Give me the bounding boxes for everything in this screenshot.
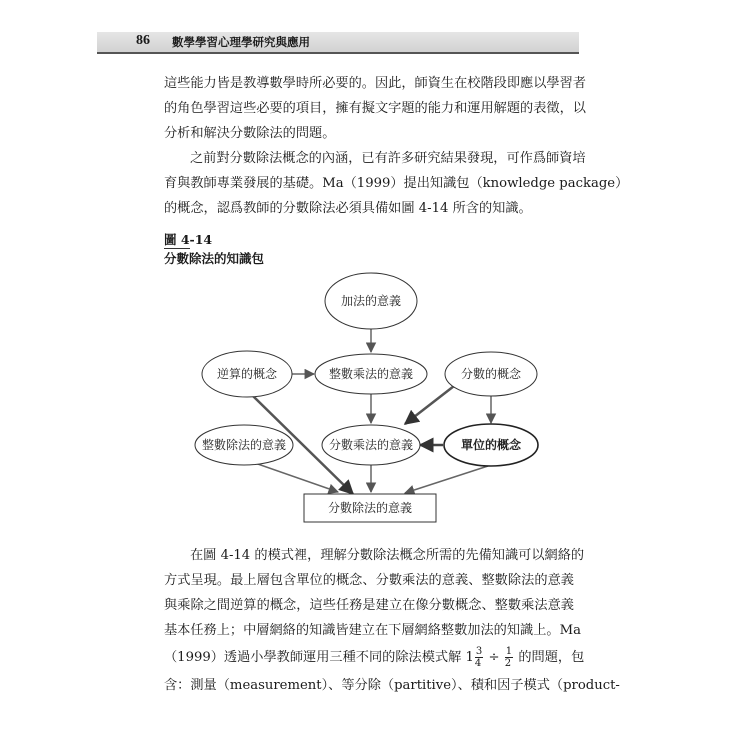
- node-label: 整數除法的意義: [201, 438, 287, 452]
- fraction-denominator: 4: [474, 658, 482, 669]
- text-line: 之前對分數除法概念的內涵，已有許多研究結果發現，可作爲師資培: [190, 151, 586, 166]
- running-title: 數學學習心理學研究與應用: [172, 35, 310, 49]
- text-line: 的角色學習這些必要的項目，擁有擬文字題的能力和運用解題的表徵，以: [164, 101, 586, 116]
- division-sign: ÷: [488, 650, 500, 665]
- text-line: 在圖 4-14 的模式裡，理解分數除法概念所需的先備知識可以網絡的: [190, 548, 585, 563]
- text-line: 這些能力皆是教導數學時所必要的。因此，師資生在校階段即應以學習者: [164, 76, 586, 91]
- text-span: 的問題，包: [518, 650, 585, 665]
- node-addition: [325, 273, 417, 329]
- edge-unit-to-frac-div: [405, 466, 488, 493]
- figure-caption: 分數除法的知識包: [164, 251, 265, 266]
- edge-fraction-concept-to-frac-mult: [405, 386, 454, 424]
- node-label: 分數除法的意義: [327, 501, 413, 515]
- node-label: 分數乘法的意義: [328, 438, 414, 452]
- fraction-numerator: 1: [505, 646, 513, 657]
- node-label: 逆算的概念: [216, 367, 278, 381]
- node-whole-mult: [315, 354, 427, 394]
- node-fraction-concept: [445, 352, 537, 396]
- node-label: 分數的概念: [460, 367, 522, 381]
- paragraph-3: [164, 543, 620, 698]
- text-line: 基本任務上；中層網絡的知識皆建立在下層網絡整數加法的知識上。Ma: [164, 623, 581, 638]
- fraction-denominator: 2: [504, 658, 512, 669]
- node-frac-mult: [322, 425, 420, 465]
- text-span: （1999）透過小學教師運用三種不同的除法模式解 1: [164, 650, 474, 665]
- text-line-with-fraction: [164, 643, 585, 673]
- fraction-three-quarters: [475, 646, 483, 669]
- figure-label: 圖 4-14: [164, 232, 213, 247]
- text-line: 分析和解決分數除法的問題。: [164, 126, 336, 141]
- node-whole-div: [195, 425, 293, 465]
- text-line: 含：測量（measurement）、等分除（partitive）、積和因子模式（product-: [164, 678, 620, 693]
- page-number: 86: [136, 33, 150, 48]
- node-frac-div: [304, 494, 436, 522]
- node-label: 單位的概念: [460, 438, 522, 452]
- fraction-numerator: 3: [475, 646, 483, 657]
- node-unit: [444, 424, 538, 466]
- text-line: 與乘除之間逆算的概念，這些任務是建立在像分數概念、整數乘法意義: [164, 598, 574, 613]
- node-label: 加法的意義: [340, 294, 402, 308]
- text-line: 方式呈現。最上層包含單位的概念、分數乘法的意義、整數除法的意義: [164, 573, 574, 588]
- node-inverse: [202, 351, 292, 397]
- fraction-one-half: [505, 646, 513, 669]
- text-line: 的概念，認爲教師的分數除法必須具備如圖 4-14 所含的知識。: [164, 201, 532, 216]
- node-label: 整數乘法的意義: [328, 367, 414, 381]
- text-line: 育與教師專業發展的基礎。Ma（1999）提出知識包（knowledge package）: [164, 176, 629, 191]
